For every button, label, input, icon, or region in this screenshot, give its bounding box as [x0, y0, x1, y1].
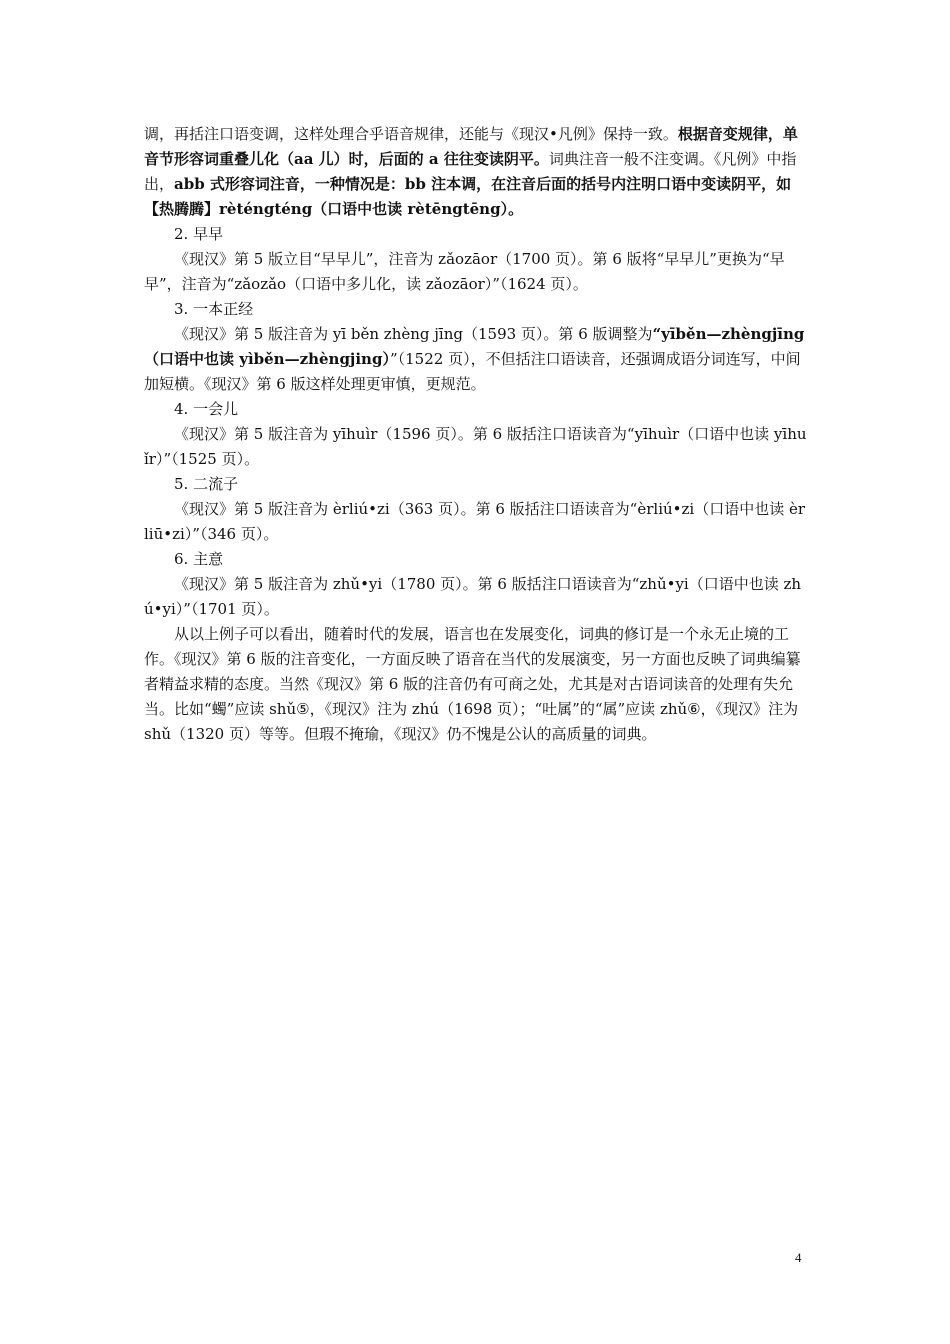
intro-bold-example: abb 式形容词注音，一种情况是：bb 注本调，在注音后面的括号内注明口语中变读阴平，如【热腾腾】rèténgténg（口语中也读 rètēngtēng）。: [144, 175, 792, 218]
intro-text-2: 词典注音一般不注变调。《凡例》中指出，: [144, 150, 797, 193]
section-heading: 5. 二流子: [174, 475, 239, 493]
section-heading: 4. 一会儿: [174, 400, 239, 418]
intro-paragraph: [144, 122, 808, 222]
section-body: 《现汉》第 5 版注音为 zhǔ•yi（1780 页）。第 6 版括注口语读音为“zhǔ•yi（口语中也读 zhú•yi）”（1701 页）。: [144, 575, 802, 618]
conclusion-paragraph: 从以上例子可以看出，随着时代的发展，语言也在发展变化，词典的修订是一个永无止境的工作。《现汉》第 6 版的注音变化，一方面反映了语音在当代的发展演变，另一方面也反映了词典编纂者精益求精的态度。当然《现汉》第 6 版的注音仍有可商之处，尤其是对古语词读音的处理有失允当。比如“蠋”应读 shǔ⑤，《现汉》注为 zhú（1698 页）；“吐属”的“属”应读 zhǔ⑥，《现汉》注为 shǔ（1320 页）等等。但瑕不掩瑜，《现汉》仍不愧是公认的高质量的词典。: [144, 625, 801, 743]
section-heading: 2. 早早: [174, 225, 224, 243]
section-body: 《现汉》第 5 版立目“早早儿”，注音为 zǎozāor（1700 页）。第 6 版将“早早儿”更换为“早早”，注音为“zǎozǎo（口语中多儿化，读 zǎozāor）”（1624 页）。: [144, 250, 785, 293]
intro-text: 调，再括注口语变调，这样处理合乎语音规律，还能与《现汉•凡例》保持一致。: [144, 125, 678, 143]
document-body: [144, 122, 808, 747]
section-body: 《现汉》第 5 版注音为 èrliú•zi（363 页）。第 6 版括注口语读音为“èrliú•zi（口语中也读 èrliū•zi）”（346 页）。: [144, 500, 806, 543]
section-body-text: 《现汉》第 5 版注音为 yī běn zhèng jīng（1593 页）。第 6 版调整为: [174, 325, 653, 343]
page-number: 4: [795, 1250, 802, 1265]
section-heading: 6. 主意: [174, 550, 224, 568]
section-body: 《现汉》第 5 版注音为 yīhuìr（1596 页）。第 6 版括注口语读音为“yīhuìr（口语中也读 yīhuǐr）”（1525 页）。: [144, 425, 807, 468]
section-body-bold: “yīběn—zhèngjīng（口语中也读 yìběn—zhèngjing）: [144, 325, 805, 368]
intro-bold-rule: 根据音变规律，单音节形容词重叠儿化（aa 儿）时，后面的 a 往往变读阴平。: [144, 125, 798, 168]
section-body: [144, 322, 808, 397]
section-body-text-2: ”（1522 页），不但括注口语读音，还强调成语分词连写，中间加短横。《现汉》第 6 版这样处理更审慎，更规范。: [144, 350, 801, 393]
section-heading: 3. 一本正经: [174, 300, 254, 318]
